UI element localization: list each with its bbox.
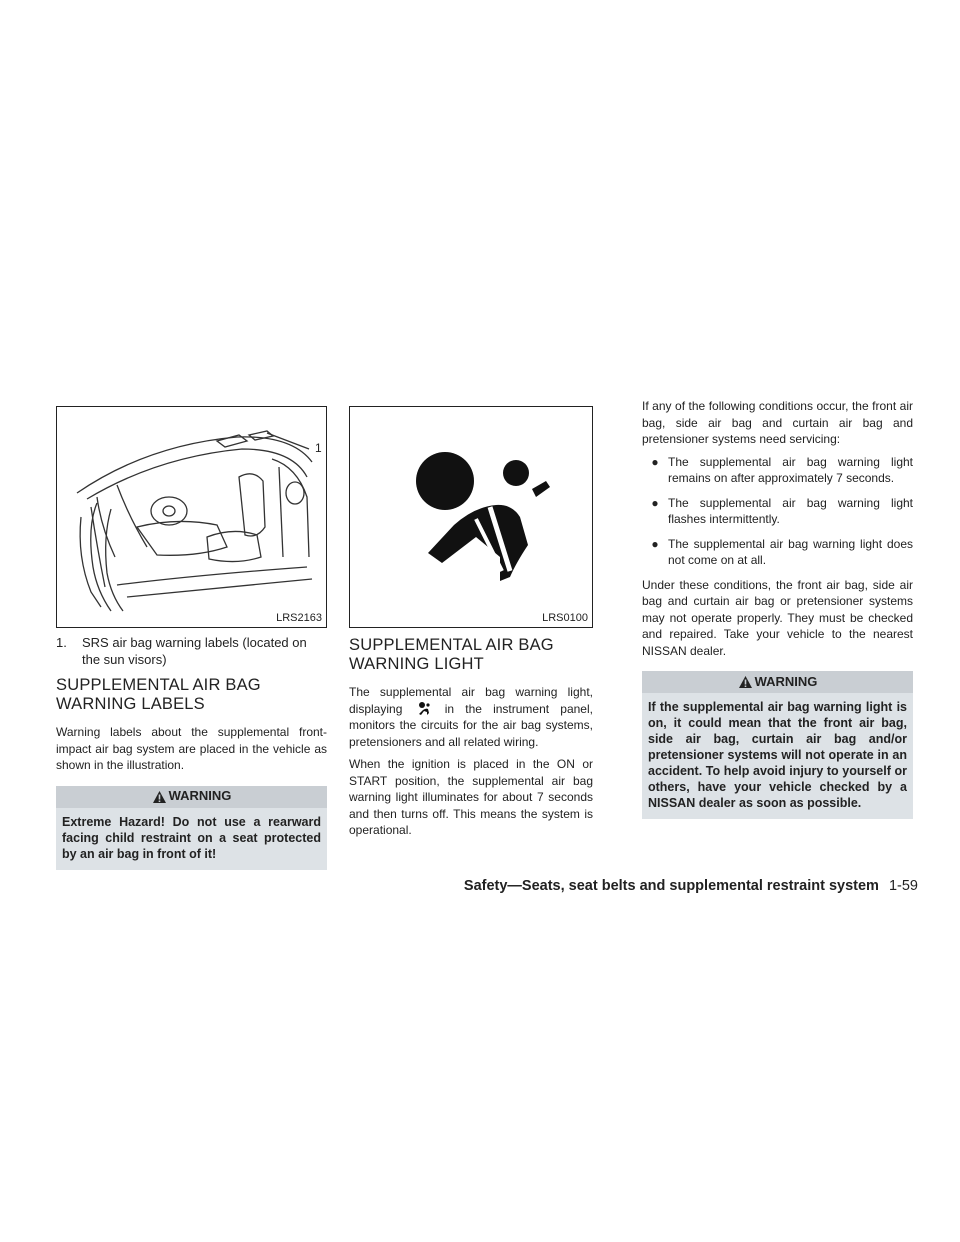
page-footer	[458, 878, 918, 894]
left-column	[56, 634, 327, 870]
paragraph-text: in the instrument panel, monitors the circuits for the air bag systems, pretensioners and all related wiring.	[349, 701, 593, 749]
warning-light-paragraph	[349, 684, 593, 750]
callout-number: 1.	[56, 635, 67, 650]
warning-triangle-icon	[738, 675, 753, 689]
figure-callout	[56, 634, 327, 668]
paragraph-text: The supplemental air bag warning light, displaying	[349, 685, 593, 716]
conditions-intro: If any of the following conditions occur, the front air bag, side air bag and curtain air bag and pretensioner systems need servicing:	[642, 399, 913, 446]
car-interior-illustration	[57, 407, 326, 613]
bullet-symbol: ●	[651, 454, 659, 469]
ignition-paragraph: When the ignition is placed in the ON or START position, the supplemental air bag warning light illuminates for about 7 seconds and then turns off. This means the system is operational.	[349, 757, 593, 837]
bullet-text: The supplemental air bag warning light remains on after approximately 7 seconds.	[668, 454, 913, 485]
section-heading: SUPPLEMENTAL AIR BAG WARNING LABELS	[56, 676, 261, 713]
airbag-warning-symbol-icon	[350, 407, 592, 613]
figure-code: LRS2163	[276, 612, 322, 624]
airbag-warning-figure	[349, 406, 593, 628]
footer-section-title: Safety—Seats, seat belts and supplemental restraint system	[463, 878, 879, 894]
warning-text: Extreme Hazard! Do not use a rearward facing child restraint on a seat protected by an air bag in front of it!	[62, 814, 321, 861]
middle-column	[349, 636, 593, 845]
warning-box	[642, 671, 913, 819]
warning-header	[56, 786, 327, 808]
warning-text: If the supplemental air bag warning light is on, it could mean that the front air bag, side air bag, curtain air bag and/or pretensioner systems will not operate in an accident. To help avoid injury to yourself or others, have your vehicle checked by a NISSAN dealer as soon as possible.	[648, 700, 907, 810]
callout-text: SRS air bag warning labels (located on the sun visors)	[82, 635, 307, 667]
car-interior-figure	[56, 406, 327, 628]
section-heading: SUPPLEMENTAL AIR BAG WARNING LIGHT	[349, 636, 554, 673]
warning-labels-paragraph: Warning labels about the supplemental front-impact air bag system are placed in the vehicle as shown in the illustration.	[56, 725, 327, 772]
list-item	[642, 536, 913, 569]
warning-triangle-icon	[152, 790, 167, 804]
warning-box	[56, 786, 327, 870]
warning-label: WARNING	[168, 788, 232, 804]
figure-code: LRS0100	[542, 612, 588, 624]
bullet-symbol: ●	[651, 536, 659, 551]
warning-label: WARNING	[754, 673, 818, 689]
conditions-paragraph: Under these conditions, the front air bag, side air bag and curtain air bag or pretensioner systems may not operate properly. They must be checked and repaired. Take your vehicle to the nearest NISSAN dealer.	[642, 577, 913, 658]
warning-header	[642, 671, 913, 693]
list-item	[642, 454, 913, 487]
airbag-indicator-icon	[416, 701, 432, 717]
right-column	[642, 398, 913, 819]
list-item	[642, 495, 913, 528]
bullet-text: The supplemental air bag warning light does not come on at all.	[668, 536, 913, 567]
bullet-symbol: ●	[651, 495, 659, 510]
bullet-text: The supplemental air bag warning light flashes intermittently.	[668, 495, 913, 526]
figure-callout-1: 1	[315, 441, 322, 455]
page-number: 1-59	[888, 878, 918, 894]
